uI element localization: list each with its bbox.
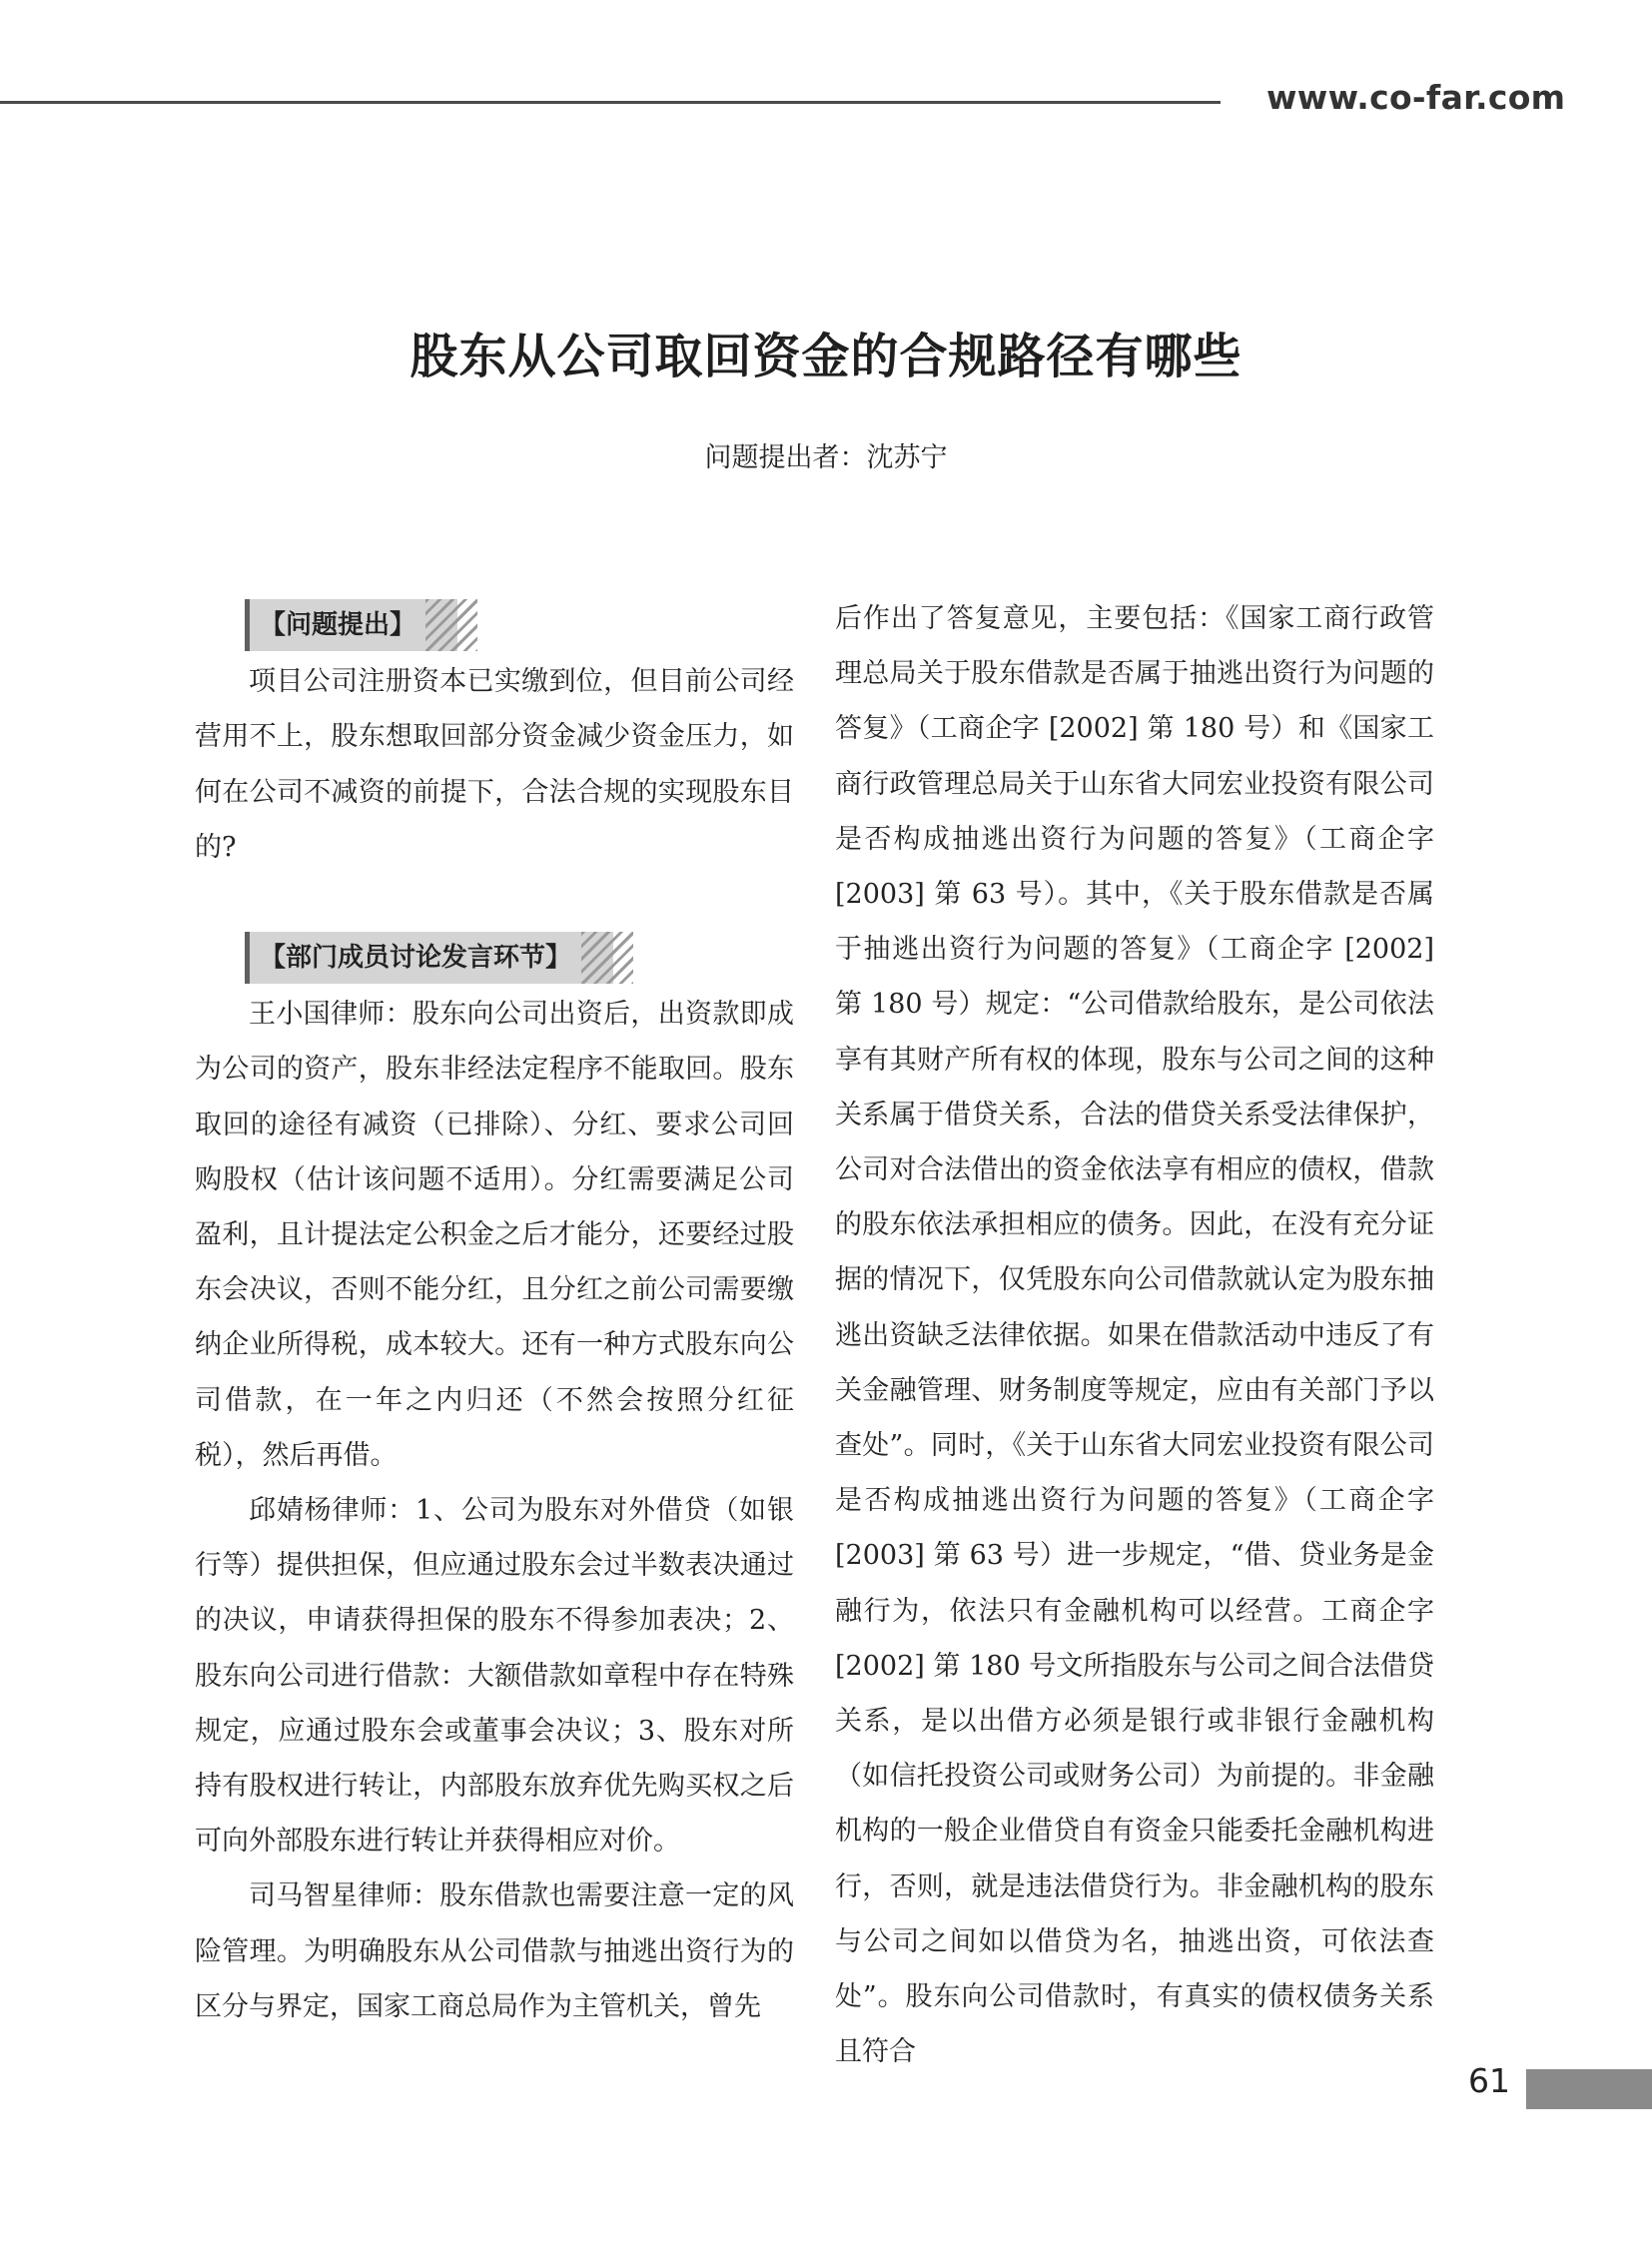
right-column	[835, 591, 1434, 2079]
section-tag-question-label: 【问题提出】	[260, 610, 416, 640]
question-paragraph: 项目公司注册资本已实缴到位，但目前公司经营用不上，股东想取回部分资金减少资金压力，如何在公司不减资的前提下，合法合规的实现股东目的?	[195, 666, 794, 863]
discussion-paragraph-qiu: 邱婧杨律师：1、公司为股东对外借贷（如银行等）提供担保，但应通过股东会过半数表决通过的决议，申请获得担保的股东不得参加表决；2、股东向公司进行借款：大额借款如章程中存在特殊规定，应通过股东会或董事会决议；3、股东对所持有股权进行转让，内部股东放弃优先购买权之后可向外部股东进行转让并获得相应对价。	[195, 1495, 794, 1858]
discussion-paragraph-wang: 王小国律师：股东向公司出资后，出资款即成为公司的资产，股东非经法定程序不能取回。股东取回的途径有减资（已排除）、分红、要求公司回购股权（估计该问题不适用）。分红需要满足公司盈利，且计提法定公积金之后才能分，还要经过股东会决议，否则不能分红，且分红之前公司需要缴纳企业所得税，成本较大。还有一种方式股东向公司借款，在一年之内归还（不然会按照分红征税），然后再借。	[195, 999, 794, 1471]
header-rule	[0, 101, 1221, 104]
right-column-paragraph: 后作出了答复意见，主要包括：《国家工商行政管理总局关于股东借款是否属于抽逃出资行为问题的答复》（工商企字 [2002] 第 180 号）和《国家工商行政管理总局关于山东省大同宏业投资有限公司是否构成抽逃出资行为问题的答复》（工商企字 [2003] 第 63 号）。其中，《关于股东借款是否属于抽逃出资行为问题的答复》（工商企字 [2002] 第 180 号）规定：“公司借款给股东，是公司依法享有其财产所有权的体现，股东与公司之间的这种关系属于借贷关系，合法的借贷关系受法律保护，公司对合法借出的资金依法享有相应的债权，借款的股东依法承担相应的债务。因此，在没有充分证据的情况下，仅凭股东向公司借款就认定为股东抽逃出资缺乏法律依据。如果在借款活动中违反了有关金融管理、财务制度等规定，应由有关部门予以查处”。同时，《关于山东省大同宏业投资有限公司是否构成抽逃出资行为问题的答复》（工商企字 [2003] 第 63 号）进一步规定，“借、贷业务是金融行为，依法只有金融机构可以经营。工商企字 [2002] 第 180 号文所指股东与公司之间合法借贷关系，是以出借方必须是银行或非银行金融机构（如信托投资公司或财务公司）为前提的。非金融机构的一般企业借贷自有资金只能委托金融机构进行，否则，就是违法借贷行为。非金融机构的股东与公司之间如以借贷为名，抽逃出资，可依法查处”。股东向公司借款时，有真实的债权债务关系且符合	[835, 603, 1434, 2068]
section-tag-question	[245, 599, 457, 651]
author-line: 问题提出者：沈苏宁	[704, 442, 948, 473]
stripes-decoration	[425, 599, 477, 651]
site-url: www.co-far.com	[1266, 78, 1566, 117]
section-tag-discussion-label: 【部门成员讨论发言环节】	[260, 943, 572, 974]
page-number: 61	[1468, 2061, 1510, 2100]
page-number-bar	[1526, 2069, 1652, 2109]
article-title: 股东从公司取回资金的合规路径有哪些	[410, 329, 1242, 384]
section-tag-discussion	[245, 932, 613, 984]
stripes-decoration	[581, 932, 633, 984]
discussion-paragraph-sima: 司马智星律师：股东借款也需要注意一定的风险管理。为明确股东从公司借款与抽逃出资行为的区分与界定，国家工商总局作为主管机关，曾先	[195, 1880, 794, 2022]
left-column	[195, 591, 794, 2034]
